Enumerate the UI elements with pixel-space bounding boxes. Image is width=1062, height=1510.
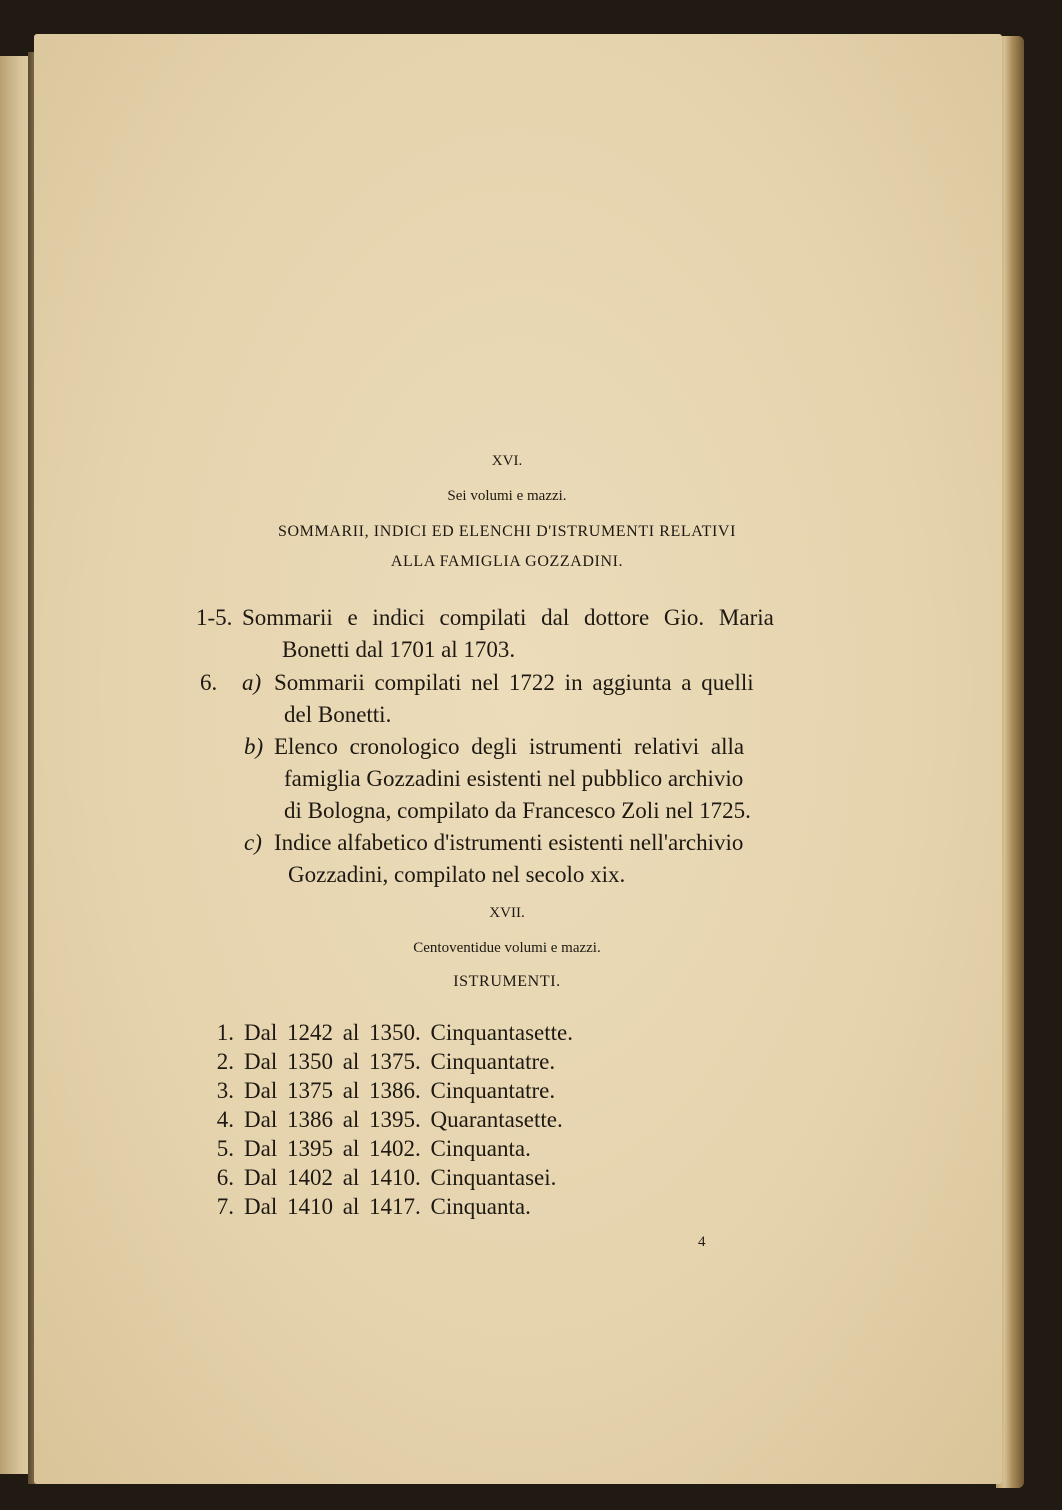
entry-line: Gozzadini, compilato nel secolo xix.	[288, 862, 626, 887]
list-item-number: 7.	[216, 1194, 234, 1219]
section-xvii-numeral: XVII.	[489, 905, 525, 921]
section-xvi-numeral: XVI.	[491, 453, 523, 469]
section-xvii-title: ISTRUMENTI.	[453, 973, 561, 990]
list-item-number: 2.	[216, 1049, 234, 1074]
entry-line: Bonetti dal 1701 al 1703.	[282, 637, 516, 662]
section-xvi-subtitle: Sei volumi e mazzi.	[447, 488, 567, 504]
section-xvi-title-line1: SOMMARII, INDICI ED ELENCHI D'ISTRUMENTI RELATIVI	[277, 523, 737, 540]
list-item: Dal 1402 al 1410. Cinquantasei.	[244, 1165, 557, 1190]
entry-line: famiglia Gozzadini esistenti nel pubblico archivio	[284, 766, 744, 791]
list-item: Dal 1375 al 1386. Cinquantatre.	[244, 1078, 556, 1103]
entry-line: di Bologna, compilato da Francesco Zoli nel 1725.	[284, 798, 751, 823]
entry-number: 1-5.	[196, 605, 233, 630]
entry-line: Indice alfabetico d'istrumenti esistenti nell'archivio	[274, 830, 744, 855]
list-item: Dal 1410 al 1417. Cinquanta.	[244, 1194, 531, 1219]
book-page	[34, 34, 1002, 1484]
list-item-number: 4.	[216, 1107, 234, 1132]
list-item-number: 6.	[216, 1165, 234, 1190]
entry-letter: b)	[244, 734, 264, 759]
entry-number: 6.	[200, 670, 218, 695]
section-xvii-subtitle: Centoventidue volumi e mazzi.	[413, 940, 601, 956]
list-item: Dal 1350 al 1375. Cinquantatre.	[244, 1049, 556, 1074]
entry-line: Elenco cronologico degli istrumenti relativi alla	[274, 734, 745, 759]
page-number: 4	[698, 1234, 706, 1250]
list-item: Dal 1395 al 1402. Cinquanta.	[244, 1136, 531, 1161]
section-xvi-title-line2: ALLA FAMIGLIA GOZZADINI.	[390, 553, 624, 570]
list-item: Dal 1242 al 1350. Cinquantasette.	[244, 1020, 573, 1045]
list-item-number: 3.	[216, 1078, 234, 1103]
list-item: Dal 1386 al 1395. Quarantasette.	[244, 1107, 563, 1132]
list-item-number: 5.	[216, 1136, 234, 1161]
list-item-number: 1.	[216, 1020, 234, 1045]
entry-line: Sommarii compilati nel 1722 in aggiunta a quelli	[274, 670, 754, 695]
entry-line: del Bonetti.	[284, 702, 392, 727]
entry-letter: a)	[242, 670, 262, 695]
entry-letter: c)	[244, 830, 262, 855]
entry-line: Sommarii e indici compilati dal dottore Gio. Maria	[242, 605, 774, 630]
